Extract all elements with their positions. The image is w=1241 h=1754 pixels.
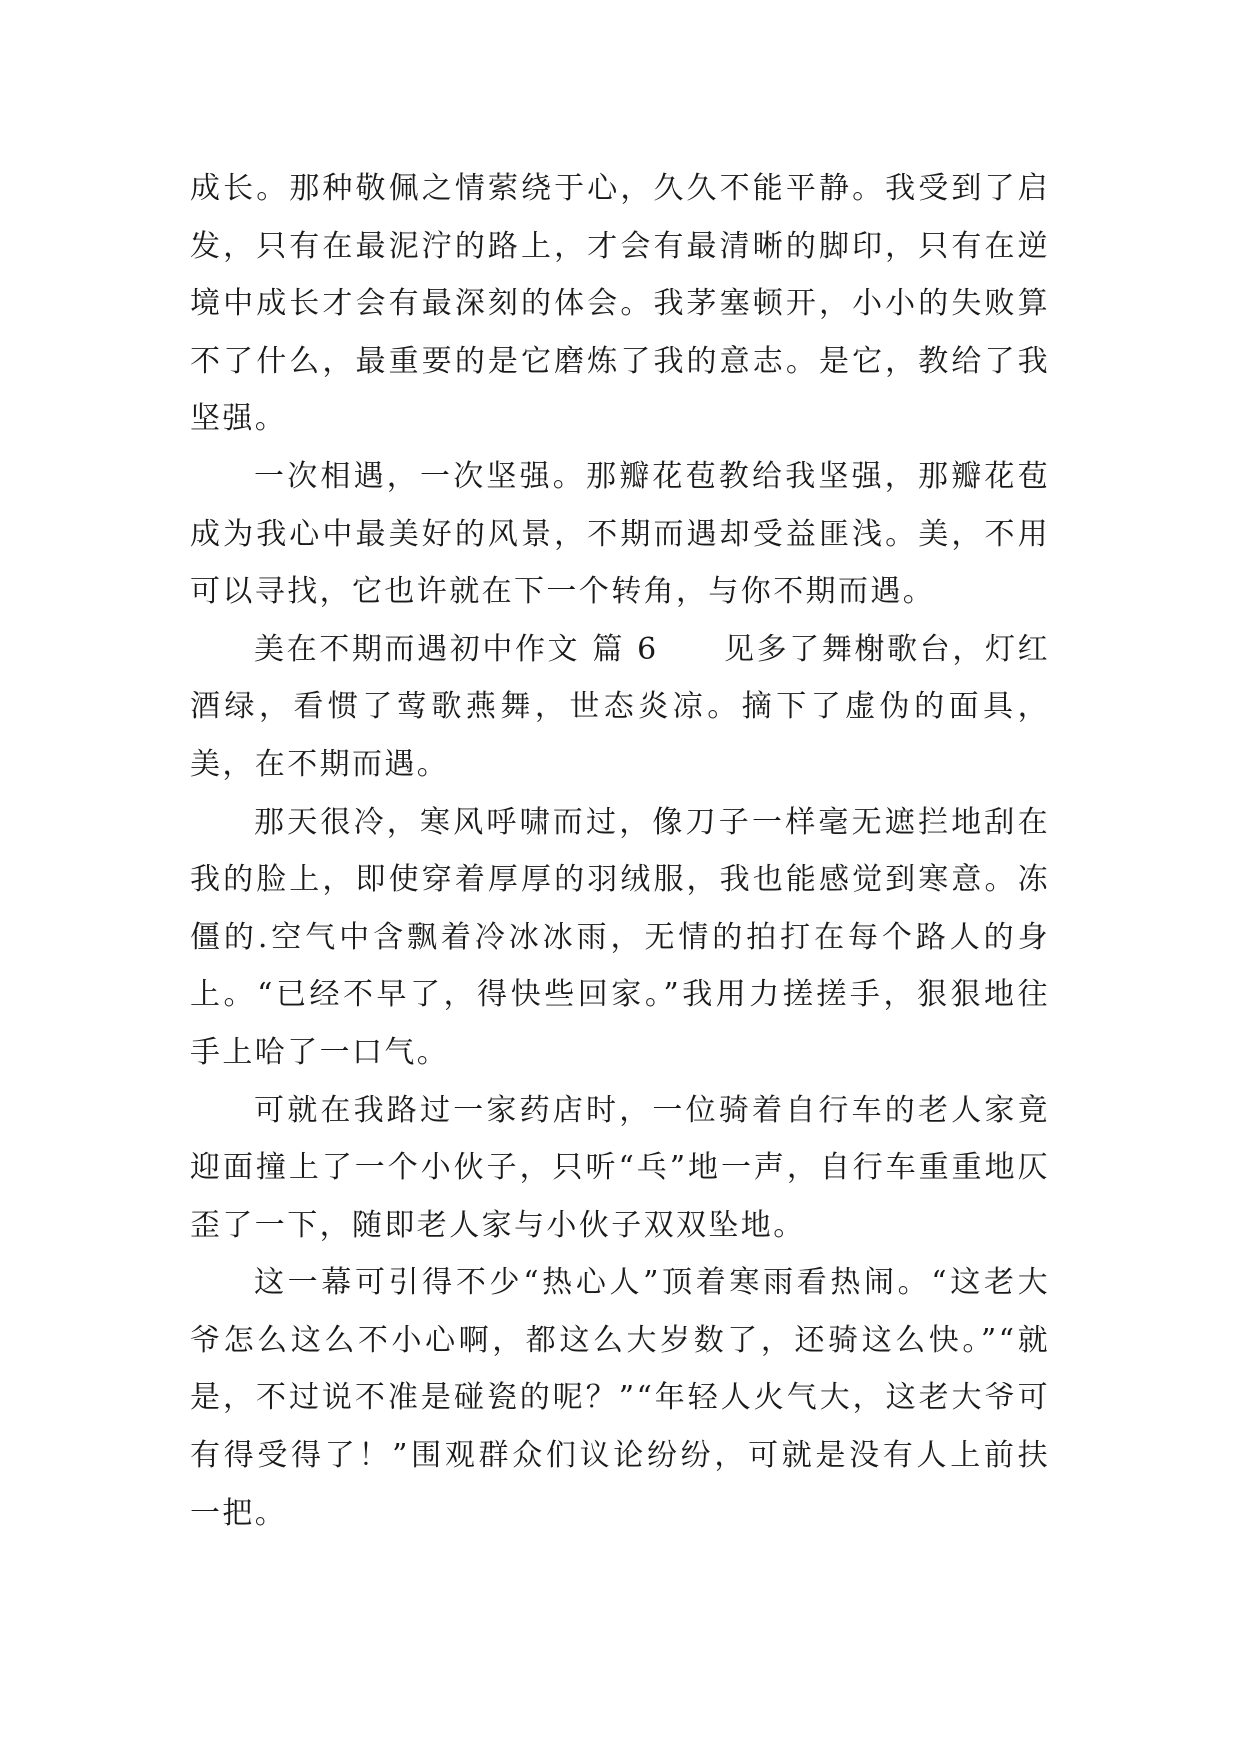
document-body: [190, 160, 1050, 1542]
paragraph-1: 成长。那种敬佩之情萦绕于心，久久不能平静。我受到了启发，只有在最泥泞的路上，才会有最清晰的脚印，只有在逆境中成长才会有最深刻的体会。我茅塞顿开，小小的失败算不了什么，最重要的是它磨炼了我的意志。是它，教给了我坚强。: [190, 171, 1050, 437]
paragraph-6: 这一幕可引得不少“热心人”顶着寒雨看热闹。“这老大爷怎么这么不小心啊，都这么大岁数了，还骑这么快。”“就是，不过说不准是碰瓷的呢？”“年轻人火气大，这老大爷可有得受得了！”围观群众们议论纷纷，可就是没有人上前扶一把。: [190, 1265, 1050, 1531]
paragraph-2: 一次相遇，一次坚强。那瓣花苞教给我坚强，那瓣花苞成为我心中最美好的风景，不期而遇却受益匪浅。美，不用可以寻找，它也许就在下一个转角，与你不期而遇。: [190, 458, 1050, 610]
paragraph-5: 可就在我路过一家药店时，一位骑着自行车的老人家竟迎面撞上了一个小伙子，只听“乓”地一声，自行车重重地仄歪了一下，随即老人家与小伙子双双坠地。: [190, 1092, 1050, 1243]
paragraph-3: 美在不期而遇初中作文 篇 6 见多了舞榭歌台，灯红酒绿，看惯了莺歌燕舞，世态炎凉。摘下了虚伪的面具，美，在不期而遇。: [190, 631, 1050, 782]
paragraph-4: 那天很冷，寒风呼啸而过，像刀子一样毫无遮拦地刮在我的脸上，即使穿着厚厚的羽绒服，我也能感觉到寒意。冻僵的.空气中含飘着冷冰冰雨，无情的拍打在每个路人的身上。“已经不早了，得快些回家。”我用力搓搓手，狠狠地往手上哈了一口气。: [190, 804, 1050, 1070]
